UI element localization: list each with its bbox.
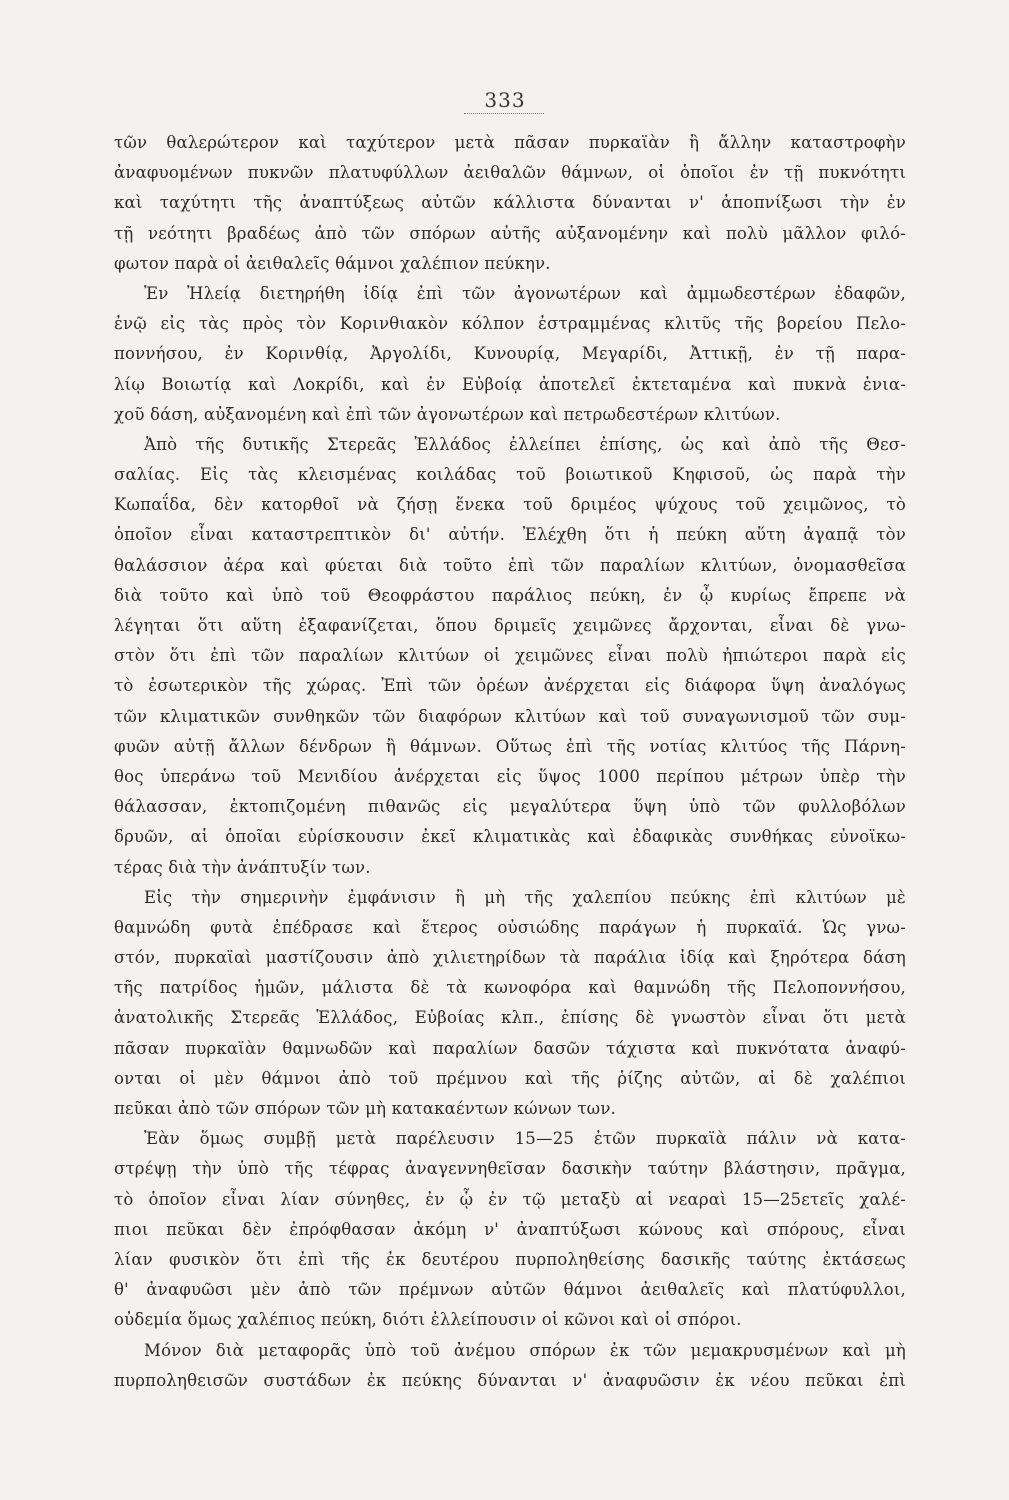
- text-line: ποννήσου, ἐν Κορινθίᾳ, Ἀργολίδι, Κυνουρίᾳ, Μεγαρίδι, Ἀττικῇ, ἐν τῇ παρα-: [114, 344, 906, 364]
- text-line: χοῦ δάση, αὐξανομένη καὶ ἐπὶ τῶν ἀγονωτέρων καὶ πετρωδεστέρων κλιτύων.: [114, 404, 781, 424]
- text-line: δρυῶν, αἱ ὁποῖαι εὑρίσκουσιν ἐκεῖ κλιματικὰς καὶ ἐδαφικὰς συνθήκας εὐνοϊκω-: [114, 827, 906, 847]
- text-line: διὰ τοῦτο καὶ ὑπὸ τοῦ Θεοφράστου παράλιος πεύκη, ἐν ᾧ κυρίως ἔπρεπε νὰ: [114, 585, 906, 605]
- text-line: Ἐν Ἠλείᾳ διετηρήθη ἰδίᾳ ἐπὶ τῶν ἀγονωτέρων καὶ ἀμμωδεστέρων ἐδαφῶν,: [144, 283, 906, 303]
- text-line: φωτον παρὰ οἱ ἀειθαλεῖς θάμνοι χαλέπιον πεύκην.: [114, 253, 551, 273]
- text-line: τὸ ὁποῖον εἶναι λίαν σύνηθες, ἐν ᾧ ἐν τῷ μεταξὺ αἱ νεαραὶ 15—25ετεῖς χαλέ-: [114, 1189, 906, 1209]
- text-line: Μόνον διὰ μεταφορᾶς ὑπὸ τοῦ ἀνέμου σπόρων ἐκ τῶν μεμακρυσμένων καὶ μὴ: [144, 1340, 906, 1360]
- text-line: πᾶσαν πυρκαϊὰν θαμνωδῶν καὶ παραλίων δασῶν τάχιστα καὶ πυκνότατα ἀναφύ-: [114, 1038, 906, 1058]
- text-line: στρέψῃ τὴν ὑπὸ τῆς τέφρας ἀναγεννηθεῖσαν δασικὴν ταύτην βλάστησιν, πρᾶγμα,: [114, 1159, 906, 1179]
- text-line: λίαν φυσικὸν ὅτι ἐπὶ τῆς ἐκ δευτέρου πυρποληθείσης δασικῆς ταύτης ἐκτάσεως: [114, 1249, 906, 1269]
- text-line: πυρποληθεισῶν συστάδων ἐκ πεύκης δύνανται ν' ἀναφυῶσιν ἐκ νέου πεῦκαι ἐπὶ: [114, 1370, 906, 1390]
- text-line: τέρας διὰ τὴν ἀνάπτυξίν των.: [114, 857, 371, 877]
- text-line: οὐδεμία ὅμως χαλέπιος πεύκη, διότι ἐλλείπουσιν οἱ κῶνοι καὶ οἱ σπόροι.: [114, 1310, 742, 1330]
- text-line: ἀναφυομένων πυκνῶν πλατυφύλλων ἀειθαλῶν θάμνων, οἱ ὁποῖοι ἐν τῇ πυκνότητι: [114, 163, 906, 183]
- text-line: Ἀπὸ τῆς δυτικῆς Στερεᾶς Ἑλλάδος ἐλλείπει ἐπίσης, ὡς καὶ ἀπὸ τῆς Θεσ-: [144, 434, 906, 454]
- body-text: [114, 128, 906, 1396]
- text-line: θαλάσσιον ἀέρα καὶ φύεται διὰ τοῦτο ἐπὶ τῶν παραλίων κλιτύων, ὀνομασθεῖσα: [114, 555, 906, 575]
- text-line: τὸ ἐσωτερικὸν τῆς χώρας. Ἐπὶ τῶν ὀρέων ἀνέρχεται εἰς διάφορα ὕψη ἀναλόγως: [114, 676, 906, 696]
- text-line: πεῦκαι ἀπὸ τῶν σπόρων τῶν μὴ κατακαέντων κώνων των.: [114, 1099, 617, 1118]
- text-line: λέγηται ὅτι αὕτη ἐξαφανίζεται, ὅπου δριμεῖς χειμῶνες ἄρχονται, εἶναι δὲ γνω-: [114, 616, 906, 635]
- text-line: ἐνῷ εἰς τὰς πρὸς τὸν Κορινθιακὸν κόλπον ἐστραμμένας κλιτῦς τῆς βορείου Πελο-: [114, 314, 906, 334]
- page-number-rule: [464, 113, 544, 114]
- text-line: θαμνώδη φυτὰ ἐπέδρασε καὶ ἕτερος οὐσιώδης παράγων ἡ πυρκαϊά. Ὡς γνω-: [114, 917, 906, 937]
- page-number: 333: [484, 88, 526, 112]
- text-line: τῶν θαλερώτερον καὶ ταχύτερον μετὰ πᾶσαν πυρκαϊὰν ἢ ἄλλην καταστροφὴν: [114, 133, 906, 152]
- text-line: ὁποῖον εἶναι καταστρεπτικὸν δι' αὐτήν. Ἐλέχθη ὅτι ἡ πεύκη αὕτη ἀγαπᾷ τὸν: [114, 525, 906, 545]
- text-line: Εἰς τὴν σημερινὴν ἐμφάνισιν ἢ μὴ τῆς χαλεπίου πεύκης ἐπὶ κλιτύων μὲ: [144, 887, 906, 907]
- text-line: τῶν κλιματικῶν συνθηκῶν τῶν διαφόρων κλιτύων καὶ τοῦ συναγωνισμοῦ τῶν συμ-: [114, 706, 906, 726]
- text-line: τῇ νεότητι βραδέως ἀπὸ τῶν σπόρων αὐτῆς αὐξανομένην καὶ πολὺ μᾶλλον φιλό-: [114, 223, 906, 243]
- text-line: καὶ ταχύτητι τῆς ἀναπτύξεως αὐτῶν κάλλιστα δύνανται ν' ἀποπνίξωσι τὴν ἐν: [114, 193, 906, 213]
- text-line: θάλασσαν, ἐκτοπιζομένη πιθανῶς εἰς μεγαλύτερα ὕψη ὑπὸ τῶν φυλλοβόλων: [114, 797, 906, 817]
- text-line: ἀνατολικῆς Στερεᾶς Ἑλλάδος, Εὐβοίας κλπ., ἐπίσης δὲ γνωστὸν εἶναι ὅτι μετὰ: [114, 1008, 906, 1028]
- text-line: Κωπαΐδα, δὲν κατορθοῖ νὰ ζήσῃ ἕνεκα τοῦ δριμέος ψύχους τοῦ χειμῶνος, τὸ: [114, 495, 906, 515]
- text-line: πιοι πεῦκαι δὲν ἐπρόφθασαν ἀκόμη ν' ἀναπτύξωσι κώνους καὶ σπόρους, εἶναι: [114, 1219, 906, 1239]
- text-line: σαλίας. Εἰς τὰς κλεισμένας κοιλάδας τοῦ βοιωτικοῦ Κηφισοῦ, ὡς παρὰ τὴν: [114, 465, 906, 485]
- text-line: τῆς πατρίδος ἡμῶν, μάλιστα δὲ τὰ κωνοφόρα καὶ θαμνώδη τῆς Πελοποννήσου,: [114, 978, 906, 998]
- text-line: θ' ἀναφυῶσι μὲν ἀπὸ τῶν πρέμνων αὐτῶν θάμνοι ἀειθαλεῖς καὶ πλατύφυλλοι,: [114, 1280, 906, 1300]
- text-line: θος ὑπεράνω τοῦ Μενιδίου ἀνέρχεται εἰς ὕψος 1000 περίπου μέτρων ὑπὲρ τὴν: [114, 766, 906, 786]
- text-line: στὸν ὅτι ἐπὶ τῶν παραλίων κλιτύων οἱ χειμῶνες εἶναι πολὺ ἠπιώτεροι παρὰ εἰς: [114, 646, 906, 666]
- text-line: λίῳ Βοιωτίᾳ καὶ Λοκρίδι, καὶ ἐν Εὐβοίᾳ ἀποτελεῖ ἐκτεταμένα καὶ πυκνὰ ἐνια-: [114, 374, 906, 394]
- text-line: ονται οἱ μὲν θάμνοι ἀπὸ τοῦ πρέμνου καὶ τῆς ῥίζης αὐτῶν, αἱ δὲ χαλέπιοι: [114, 1068, 906, 1088]
- text-line: στόν, πυρκαϊαὶ μαστίζουσιν ἀπὸ χιλιετηρίδων τὰ παράλια ἰδίᾳ καὶ ξηρότερα δάση: [114, 948, 906, 968]
- text-line: φυῶν αὐτῇ ἄλλων δένδρων ἢ θάμνων. Οὕτως ἐπὶ τῆς νοτίας κλιτύος τῆς Πάρνη-: [114, 736, 906, 756]
- text-line: Ἐὰν ὅμως συμβῇ μετὰ παρέλευσιν 15—25 ἐτῶν πυρκαϊὰ πάλιν νὰ κατα-: [144, 1129, 906, 1149]
